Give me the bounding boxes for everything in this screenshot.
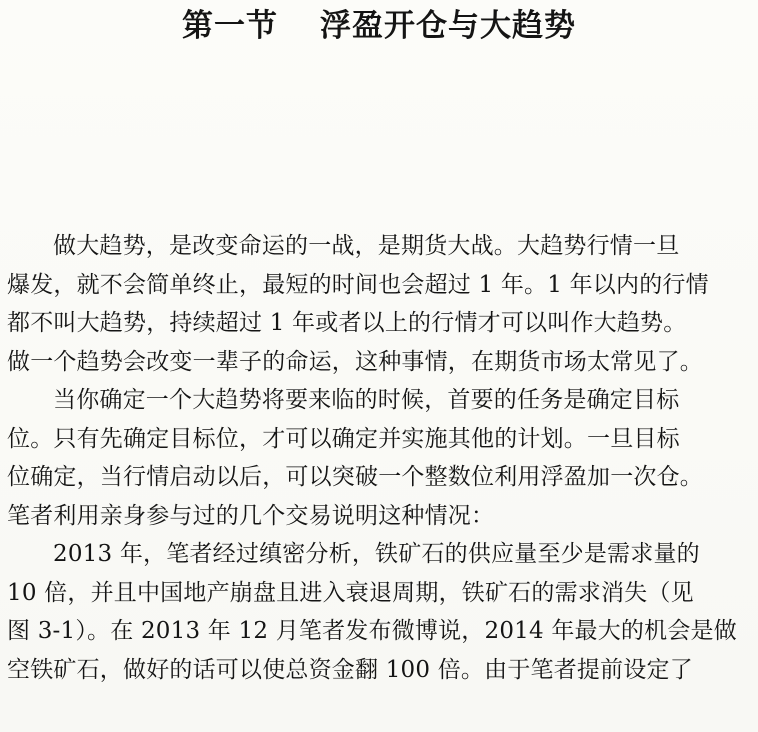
text-line: 笔者利用亲身参与过的几个交易说明这种情况： xyxy=(7,502,495,529)
text-line: 当你确定一个大趋势将要来临的时候，首要的任务是确定目标 xyxy=(53,387,680,413)
section-number: 第一节 xyxy=(182,8,278,44)
text-line: 做一个趋势会改变一辈子的命运，这种事情，在期货市场太常见了。 xyxy=(7,348,703,375)
text-line: 2013 年，笔者经过缜密分析，铁矿石的供应量至少是需求量的 xyxy=(53,541,700,567)
text-line: 位。只有先确定目标位，才可以确定并实施其他的计划。一旦目标 xyxy=(7,425,680,452)
text-line: 空铁矿石，做好的话可以使总资金翻 100 倍。由于笔者提前设定了 xyxy=(7,656,693,683)
text-line: 做大趋势，是改变命运的一战，是期货大战。大趋势行情一旦 xyxy=(53,233,680,259)
text-line: 位确定，当行情启动以后，可以突破一个整数位利用浮盈加一次仓。 xyxy=(7,464,703,490)
section-heading xyxy=(0,2,758,50)
text-line: 爆发，就不会简单终止，最短的时间也会超过 1 年。1 年以内的行情 xyxy=(7,271,709,298)
body-text xyxy=(7,227,751,689)
text-line: 都不叫大趋势，持续超过 1 年或者以上的行情才可以叫作大趋势。 xyxy=(7,310,687,336)
section-title: 浮盈开仓与大趋势 xyxy=(320,8,576,44)
text-line: 图 3-1）。在 2013 年 12 月笔者发布微博说，2014 年最大的机会是做 xyxy=(7,618,737,644)
text-line: 10 倍，并且中国地产崩盘且进入衰退周期，铁矿石的需求消失（见 xyxy=(7,579,694,606)
